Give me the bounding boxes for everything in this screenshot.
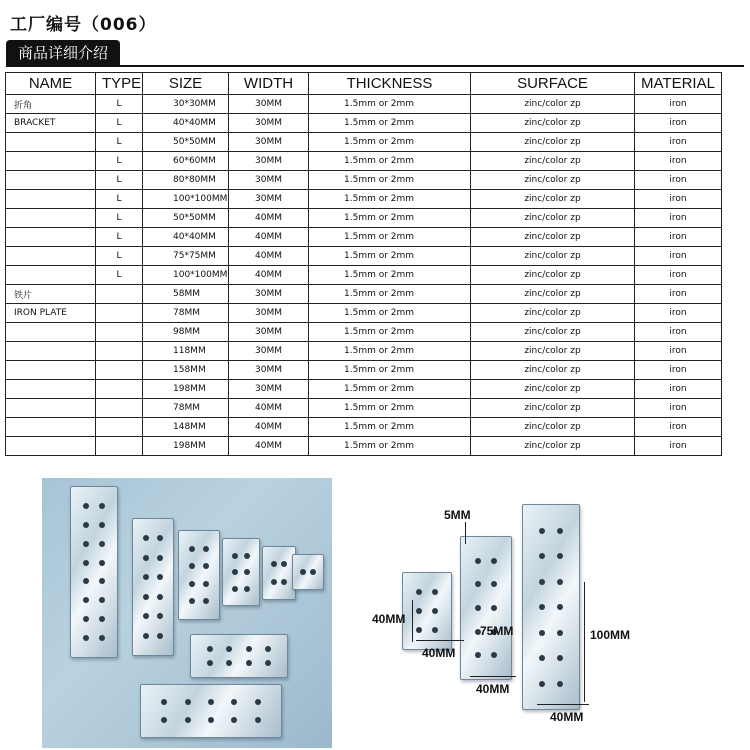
plate-hole bbox=[189, 546, 195, 552]
table-row bbox=[6, 285, 722, 304]
cell-thickness: 1.5mm or 2mm bbox=[309, 380, 471, 399]
bracket-50mm bbox=[222, 538, 260, 606]
cell-size: 98MM bbox=[143, 323, 229, 342]
cell-thickness: 1.5mm or 2mm bbox=[309, 247, 471, 266]
dim-arrow-40mm-small-base bbox=[416, 640, 464, 641]
plate-hole bbox=[203, 546, 209, 552]
plate-hole bbox=[491, 558, 497, 564]
plate-hole bbox=[475, 652, 481, 658]
cell-material: iron bbox=[635, 285, 722, 304]
plate-hole bbox=[491, 581, 497, 587]
dim-arrow-40mm-side bbox=[412, 600, 413, 642]
plate-hole bbox=[557, 681, 563, 687]
cell-type: L bbox=[96, 114, 143, 133]
plate-hole bbox=[157, 574, 163, 580]
table-row bbox=[6, 152, 722, 171]
cell-surface: zinc/color zp bbox=[471, 437, 635, 456]
cell-width: 40MM bbox=[229, 418, 309, 437]
dim-arrow-100mm bbox=[584, 582, 585, 702]
cell-size: 30*30MM bbox=[143, 95, 229, 114]
plate-hole bbox=[491, 605, 497, 611]
cell-name bbox=[6, 323, 96, 342]
cell-thickness: 1.5mm or 2mm bbox=[309, 342, 471, 361]
plate-hole bbox=[207, 660, 213, 666]
plate-hole bbox=[265, 646, 271, 652]
column-header-material: MATERIAL bbox=[635, 73, 722, 95]
cell-surface: zinc/color zp bbox=[471, 380, 635, 399]
plate-hole bbox=[226, 646, 232, 652]
plate-hole bbox=[157, 594, 163, 600]
cell-type bbox=[96, 380, 143, 399]
cell-material: iron bbox=[635, 209, 722, 228]
plate-hole bbox=[161, 717, 167, 723]
plate-hole bbox=[300, 569, 306, 575]
plate-hole bbox=[539, 604, 545, 610]
plate-hole bbox=[208, 699, 214, 705]
cell-size: 78MM bbox=[143, 399, 229, 418]
cell-name bbox=[6, 228, 96, 247]
table-row bbox=[6, 437, 722, 456]
cell-material: iron bbox=[635, 114, 722, 133]
cell-surface: zinc/color zp bbox=[471, 285, 635, 304]
cell-size: 198MM bbox=[143, 380, 229, 399]
cell-material: iron bbox=[635, 247, 722, 266]
cell-size: 80*80MM bbox=[143, 171, 229, 190]
dim-label-5mm: 5MM bbox=[444, 508, 471, 522]
bracket-60mm bbox=[178, 530, 220, 620]
plate-hole bbox=[432, 608, 438, 614]
plate-hole bbox=[99, 578, 105, 584]
cell-type: L bbox=[96, 152, 143, 171]
cell-material: iron bbox=[635, 418, 722, 437]
cell-name: IRON PLATE bbox=[6, 304, 96, 323]
plate-hole bbox=[557, 655, 563, 661]
cell-material: iron bbox=[635, 323, 722, 342]
cell-thickness: 1.5mm or 2mm bbox=[309, 190, 471, 209]
plate-hole bbox=[232, 569, 238, 575]
cell-name: 折角 bbox=[6, 95, 96, 114]
plate-hole bbox=[244, 553, 250, 559]
cell-thickness: 1.5mm or 2mm bbox=[309, 285, 471, 304]
cell-material: iron bbox=[635, 95, 722, 114]
cell-surface: zinc/color zp bbox=[471, 114, 635, 133]
bracket-40mm-sample bbox=[402, 572, 452, 650]
cell-surface: zinc/color zp bbox=[471, 342, 635, 361]
plate-hole bbox=[99, 503, 105, 509]
plate-hole bbox=[539, 553, 545, 559]
column-header-width: WIDTH bbox=[229, 73, 309, 95]
plate-hole bbox=[83, 560, 89, 566]
cell-material: iron bbox=[635, 133, 722, 152]
cell-type bbox=[96, 437, 143, 456]
cell-width: 40MM bbox=[229, 247, 309, 266]
cell-surface: zinc/color zp bbox=[471, 361, 635, 380]
plate-hole bbox=[255, 699, 261, 705]
table-row bbox=[6, 114, 722, 133]
cell-width: 30MM bbox=[229, 342, 309, 361]
cell-type: L bbox=[96, 228, 143, 247]
plate-hole bbox=[491, 652, 497, 658]
cell-width: 40MM bbox=[229, 209, 309, 228]
cell-thickness: 1.5mm or 2mm bbox=[309, 399, 471, 418]
cell-size: 58MM bbox=[143, 285, 229, 304]
column-header-type: TYPE bbox=[96, 73, 143, 95]
plate-hole bbox=[265, 660, 271, 666]
table-row bbox=[6, 133, 722, 152]
plate-hole bbox=[539, 655, 545, 661]
cell-size: 198MM bbox=[143, 437, 229, 456]
cell-width: 40MM bbox=[229, 228, 309, 247]
cell-size: 50*50MM bbox=[143, 133, 229, 152]
cell-surface: zinc/color zp bbox=[471, 304, 635, 323]
plate-hole bbox=[246, 660, 252, 666]
plate-hole bbox=[539, 630, 545, 636]
cell-name: BRACKET bbox=[6, 114, 96, 133]
plate-hole bbox=[157, 613, 163, 619]
plate-hole bbox=[475, 558, 481, 564]
table-row bbox=[6, 209, 722, 228]
cell-width: 30MM bbox=[229, 152, 309, 171]
plate-hole bbox=[432, 627, 438, 633]
cell-name bbox=[6, 361, 96, 380]
cell-width: 30MM bbox=[229, 95, 309, 114]
plate-hole bbox=[244, 569, 250, 575]
plate-hole bbox=[143, 574, 149, 580]
plate-hole bbox=[143, 613, 149, 619]
plate-hole bbox=[83, 522, 89, 528]
plate-hole bbox=[83, 616, 89, 622]
cell-surface: zinc/color zp bbox=[471, 247, 635, 266]
dim-label-75mm: 75MM bbox=[480, 624, 514, 638]
iron-plate-short bbox=[190, 634, 288, 678]
plate-hole bbox=[99, 522, 105, 528]
dim-arrow-40mm-mid-base bbox=[470, 676, 516, 677]
cell-size: 78MM bbox=[143, 304, 229, 323]
plate-hole bbox=[157, 555, 163, 561]
table-row bbox=[6, 304, 722, 323]
dim-label-40mm-mid-base: 40MM bbox=[476, 682, 510, 696]
cell-type: L bbox=[96, 247, 143, 266]
plate-hole bbox=[416, 608, 422, 614]
table-row bbox=[6, 380, 722, 399]
plate-hole bbox=[189, 598, 195, 604]
plate-hole bbox=[271, 579, 277, 585]
cell-name: 铁片 bbox=[6, 285, 96, 304]
cell-type: L bbox=[96, 133, 143, 152]
plate-hole bbox=[271, 561, 277, 567]
cell-name bbox=[6, 247, 96, 266]
cell-type: L bbox=[96, 190, 143, 209]
plate-hole bbox=[416, 627, 422, 633]
plate-hole bbox=[416, 589, 422, 595]
dim-arrow-40mm-large-base bbox=[537, 704, 589, 705]
plate-hole bbox=[83, 541, 89, 547]
cell-size: 100*100MM bbox=[143, 190, 229, 209]
cell-material: iron bbox=[635, 361, 722, 380]
cell-surface: zinc/color zp bbox=[471, 418, 635, 437]
factory-code-title: 工厂编号（006） bbox=[10, 15, 157, 35]
cell-material: iron bbox=[635, 437, 722, 456]
cell-material: iron bbox=[635, 304, 722, 323]
cell-name bbox=[6, 152, 96, 171]
cell-width: 30MM bbox=[229, 323, 309, 342]
cell-size: 60*60MM bbox=[143, 152, 229, 171]
cell-width: 30MM bbox=[229, 380, 309, 399]
dim-label-40mm-small-base: 40MM bbox=[422, 646, 456, 660]
plate-hole bbox=[432, 589, 438, 595]
plate-hole bbox=[99, 560, 105, 566]
plate-hole bbox=[189, 581, 195, 587]
cell-thickness: 1.5mm or 2mm bbox=[309, 418, 471, 437]
cell-type: L bbox=[96, 209, 143, 228]
plate-hole bbox=[281, 579, 287, 585]
cell-thickness: 1.5mm or 2mm bbox=[309, 95, 471, 114]
cell-type bbox=[96, 418, 143, 437]
bracket-100mm bbox=[70, 486, 118, 658]
cell-width: 30MM bbox=[229, 190, 309, 209]
cell-surface: zinc/color zp bbox=[471, 323, 635, 342]
table-header-row bbox=[6, 73, 722, 95]
cell-thickness: 1.5mm or 2mm bbox=[309, 152, 471, 171]
cell-surface: zinc/color zp bbox=[471, 209, 635, 228]
plate-hole bbox=[99, 597, 105, 603]
plate-hole bbox=[203, 563, 209, 569]
table-row bbox=[6, 228, 722, 247]
table-row bbox=[6, 399, 722, 418]
cell-size: 158MM bbox=[143, 361, 229, 380]
table-row bbox=[6, 323, 722, 342]
cell-material: iron bbox=[635, 399, 722, 418]
cell-type bbox=[96, 399, 143, 418]
cell-name bbox=[6, 133, 96, 152]
plate-hole bbox=[189, 563, 195, 569]
plate-hole bbox=[232, 586, 238, 592]
cell-thickness: 1.5mm or 2mm bbox=[309, 133, 471, 152]
cell-type bbox=[96, 285, 143, 304]
plate-hole bbox=[83, 635, 89, 641]
dim-label-40mm-large-base: 40MM bbox=[550, 710, 584, 724]
cell-width: 30MM bbox=[229, 361, 309, 380]
cell-width: 30MM bbox=[229, 171, 309, 190]
cell-surface: zinc/color zp bbox=[471, 133, 635, 152]
plate-hole bbox=[157, 535, 163, 541]
plate-hole bbox=[255, 717, 261, 723]
cell-material: iron bbox=[635, 190, 722, 209]
plate-hole bbox=[557, 579, 563, 585]
cell-name bbox=[6, 399, 96, 418]
plate-hole bbox=[83, 578, 89, 584]
cell-width: 30MM bbox=[229, 114, 309, 133]
cell-width: 30MM bbox=[229, 304, 309, 323]
cell-name bbox=[6, 418, 96, 437]
plate-hole bbox=[99, 616, 105, 622]
cell-width: 40MM bbox=[229, 437, 309, 456]
cell-material: iron bbox=[635, 228, 722, 247]
plate-hole bbox=[539, 579, 545, 585]
cell-thickness: 1.5mm or 2mm bbox=[309, 361, 471, 380]
cell-surface: zinc/color zp bbox=[471, 190, 635, 209]
cell-surface: zinc/color zp bbox=[471, 228, 635, 247]
cell-type: L bbox=[96, 171, 143, 190]
plate-hole bbox=[557, 604, 563, 610]
plate-hole bbox=[557, 528, 563, 534]
plate-hole bbox=[281, 561, 287, 567]
product-detail-tab: 商品详细介绍 bbox=[6, 40, 120, 66]
cell-surface: zinc/color zp bbox=[471, 95, 635, 114]
cell-thickness: 1.5mm or 2mm bbox=[309, 304, 471, 323]
plate-hole bbox=[539, 528, 545, 534]
plate-hole bbox=[232, 553, 238, 559]
cell-type: L bbox=[96, 95, 143, 114]
bracket-100mm-sample bbox=[522, 504, 580, 710]
cell-size: 50*50MM bbox=[143, 209, 229, 228]
plate-hole bbox=[244, 586, 250, 592]
cell-thickness: 1.5mm or 2mm bbox=[309, 209, 471, 228]
table-row bbox=[6, 95, 722, 114]
column-header-surface: SURFACE bbox=[471, 73, 635, 95]
dim-label-100mm: 100MM bbox=[590, 628, 631, 642]
column-header-size: SIZE bbox=[143, 73, 229, 95]
bracket-40mm bbox=[262, 546, 296, 600]
cell-material: iron bbox=[635, 342, 722, 361]
iron-plate-long bbox=[140, 684, 282, 738]
cell-name bbox=[6, 171, 96, 190]
cell-name bbox=[6, 266, 96, 285]
plate-hole bbox=[475, 605, 481, 611]
plate-hole bbox=[231, 699, 237, 705]
cell-type bbox=[96, 304, 143, 323]
table-row bbox=[6, 190, 722, 209]
cell-name bbox=[6, 342, 96, 361]
cell-surface: zinc/color zp bbox=[471, 399, 635, 418]
plate-hole bbox=[99, 635, 105, 641]
cell-type bbox=[96, 323, 143, 342]
table-row bbox=[6, 418, 722, 437]
column-header-thickness: THICKNESS bbox=[309, 73, 471, 95]
cell-surface: zinc/color zp bbox=[471, 171, 635, 190]
plate-hole bbox=[207, 646, 213, 652]
plate-hole bbox=[203, 581, 209, 587]
cell-surface: zinc/color zp bbox=[471, 266, 635, 285]
cell-size: 40*40MM bbox=[143, 114, 229, 133]
plate-hole bbox=[310, 569, 316, 575]
cell-size: 75*75MM bbox=[143, 247, 229, 266]
cell-surface: zinc/color zp bbox=[471, 152, 635, 171]
cell-width: 30MM bbox=[229, 133, 309, 152]
dimension-photo bbox=[372, 494, 638, 748]
table-row bbox=[6, 171, 722, 190]
table-row bbox=[6, 342, 722, 361]
cell-thickness: 1.5mm or 2mm bbox=[309, 437, 471, 456]
dim-arrow-5mm bbox=[465, 522, 466, 544]
plate-hole bbox=[246, 646, 252, 652]
plate-hole bbox=[203, 598, 209, 604]
cell-material: iron bbox=[635, 152, 722, 171]
cell-name bbox=[6, 437, 96, 456]
plate-hole bbox=[557, 630, 563, 636]
plate-hole bbox=[99, 541, 105, 547]
bracket-75mm-sample bbox=[460, 536, 512, 680]
bracket-80mm bbox=[132, 518, 174, 656]
product-photo-assortment bbox=[42, 478, 332, 748]
cell-type: L bbox=[96, 266, 143, 285]
spec-table bbox=[5, 72, 722, 456]
plate-hole bbox=[226, 660, 232, 666]
cell-size: 148MM bbox=[143, 418, 229, 437]
cell-type bbox=[96, 342, 143, 361]
cell-material: iron bbox=[635, 266, 722, 285]
plate-hole bbox=[208, 717, 214, 723]
plate-hole bbox=[185, 699, 191, 705]
plate-hole bbox=[143, 535, 149, 541]
plate-hole bbox=[157, 633, 163, 639]
plate-hole bbox=[475, 581, 481, 587]
plate-hole bbox=[83, 503, 89, 509]
plate-hole bbox=[143, 633, 149, 639]
cell-thickness: 1.5mm or 2mm bbox=[309, 266, 471, 285]
cell-thickness: 1.5mm or 2mm bbox=[309, 228, 471, 247]
cell-thickness: 1.5mm or 2mm bbox=[309, 171, 471, 190]
table-row bbox=[6, 361, 722, 380]
cell-material: iron bbox=[635, 171, 722, 190]
plate-hole bbox=[539, 681, 545, 687]
cell-thickness: 1.5mm or 2mm bbox=[309, 323, 471, 342]
cell-type bbox=[96, 361, 143, 380]
cell-thickness: 1.5mm or 2mm bbox=[309, 114, 471, 133]
column-header-name: NAME bbox=[6, 73, 96, 95]
bracket-30mm bbox=[292, 554, 324, 590]
cell-width: 30MM bbox=[229, 285, 309, 304]
plate-hole bbox=[143, 594, 149, 600]
plate-hole bbox=[83, 597, 89, 603]
table-row bbox=[6, 266, 722, 285]
cell-material: iron bbox=[635, 380, 722, 399]
plate-hole bbox=[185, 717, 191, 723]
cell-size: 100*100MM bbox=[143, 266, 229, 285]
cell-name bbox=[6, 209, 96, 228]
plate-hole bbox=[231, 717, 237, 723]
cell-width: 40MM bbox=[229, 266, 309, 285]
cell-name bbox=[6, 380, 96, 399]
cell-size: 40*40MM bbox=[143, 228, 229, 247]
dim-label-40mm-side: 40MM bbox=[372, 612, 406, 626]
cell-size: 118MM bbox=[143, 342, 229, 361]
tab-underline bbox=[6, 65, 744, 67]
table-row bbox=[6, 247, 722, 266]
cell-name bbox=[6, 190, 96, 209]
cell-width: 40MM bbox=[229, 399, 309, 418]
plate-hole bbox=[557, 553, 563, 559]
plate-hole bbox=[143, 555, 149, 561]
plate-hole bbox=[161, 699, 167, 705]
